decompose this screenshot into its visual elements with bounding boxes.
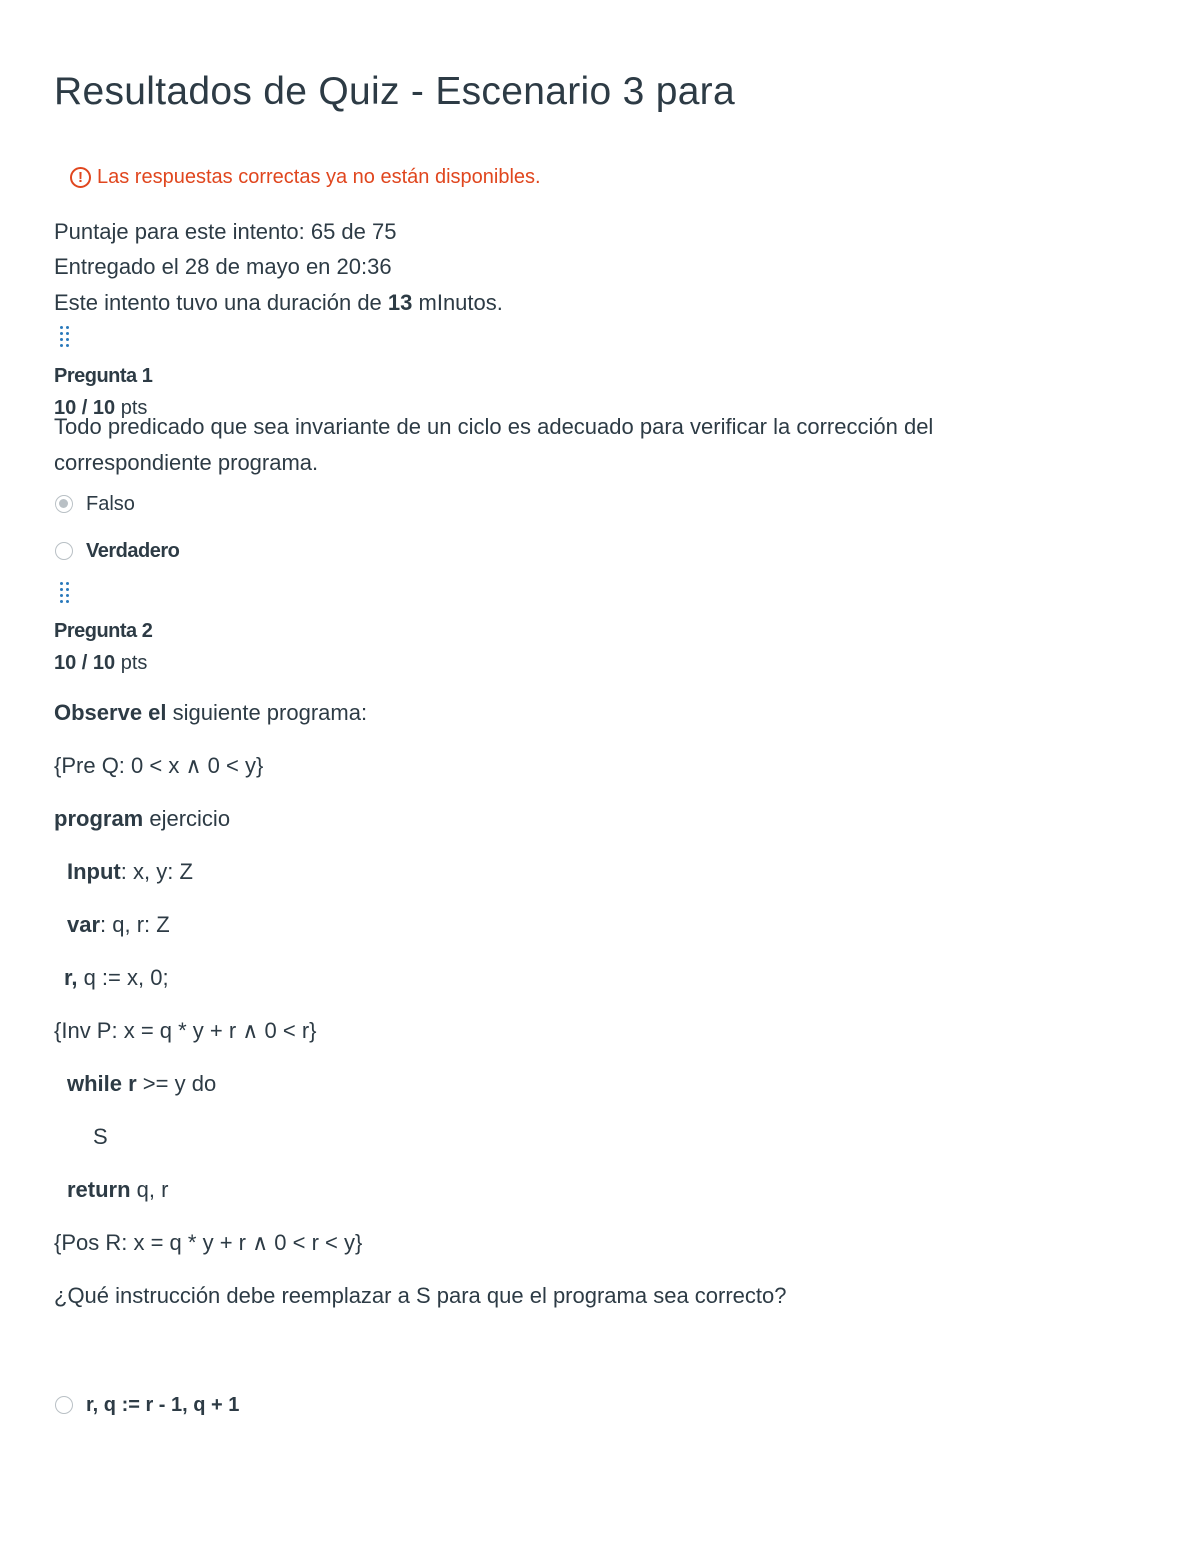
code-while-line <box>67 1071 216 1097</box>
code-text: q := x, 0; <box>77 965 169 990</box>
code-assign-line <box>64 965 169 991</box>
code-program-line <box>54 806 230 832</box>
question-2-prompt: ¿Qué instrucción debe reemplazar a S para que el programa sea correcto? <box>54 1283 787 1308</box>
notice-text: Las respuestas correctas ya no están disponibles. <box>97 166 541 188</box>
page-title: Resultados de Quiz - Escenario 3 para <box>54 70 735 113</box>
intro-rest: siguiente programa: <box>166 700 368 725</box>
code-text: q, r <box>130 1177 169 1202</box>
submitted-text: Entregado el 28 de mayo en 20:36 <box>54 254 392 279</box>
score-text: Puntaje para este intento: 65 de 75 <box>54 219 397 244</box>
points-unit: pts <box>115 397 148 419</box>
code-input-line <box>67 859 193 885</box>
intro-bold: Observe el <box>54 700 167 725</box>
drag-handle-icon[interactable] <box>58 582 72 608</box>
answers-unavailable-notice <box>70 166 541 189</box>
code-text: : q, r: Z <box>100 912 170 937</box>
code-text: ejercicio <box>143 806 231 831</box>
code-text: : x, y: Z <box>120 859 193 884</box>
code-precondition: {Pre Q: 0 < x ∧ 0 < y} <box>54 753 264 778</box>
question-1-text: Todo predicado que sea invariante de un ciclo es adecuado para verificar la corrección del correspondiente programa. <box>54 414 934 475</box>
points-value: 10 / 10 <box>54 652 116 674</box>
code-body-line: S <box>93 1124 108 1149</box>
duration-value: 13 <box>387 290 413 315</box>
code-postcondition: {Pos R: x = q * y + r ∧ 0 < r < y} <box>54 1230 363 1255</box>
warning-icon: ! <box>70 167 91 188</box>
question-2-intro <box>54 700 367 726</box>
code-keyword: program <box>54 806 144 831</box>
option-falso-label[interactable]: Falso <box>86 493 135 515</box>
code-keyword: var <box>67 912 101 937</box>
question-1-label: Pregunta 1 <box>54 365 153 387</box>
code-invariant: {Inv P: x = q * y + r ∧ 0 < r} <box>54 1018 317 1043</box>
drag-handle-icon[interactable] <box>58 326 72 352</box>
option-verdadero-radio[interactable] <box>55 542 73 560</box>
option-1-label[interactable]: r, q := r - 1, q + 1 <box>86 1394 240 1416</box>
code-var-line <box>67 912 170 938</box>
points-unit: pts <box>115 652 148 674</box>
question-2-label: Pregunta 2 <box>54 620 153 642</box>
code-keyword: r, <box>64 965 78 990</box>
code-keyword: while r <box>67 1071 137 1096</box>
duration-suffix: mInutos. <box>412 290 503 315</box>
code-keyword: return <box>67 1177 131 1202</box>
duration-text <box>54 290 503 316</box>
duration-prefix: Este intento tuvo una duración de <box>54 290 388 315</box>
option-verdadero-label[interactable]: Verdadero <box>86 540 180 562</box>
code-keyword: Input <box>67 859 121 884</box>
code-return-line <box>67 1177 168 1203</box>
question-2-points <box>54 652 147 675</box>
option-1-radio[interactable] <box>55 1396 73 1414</box>
code-text: >= y do <box>136 1071 217 1096</box>
points-value: 10 / 10 <box>54 397 116 419</box>
option-falso-radio[interactable] <box>55 495 73 513</box>
